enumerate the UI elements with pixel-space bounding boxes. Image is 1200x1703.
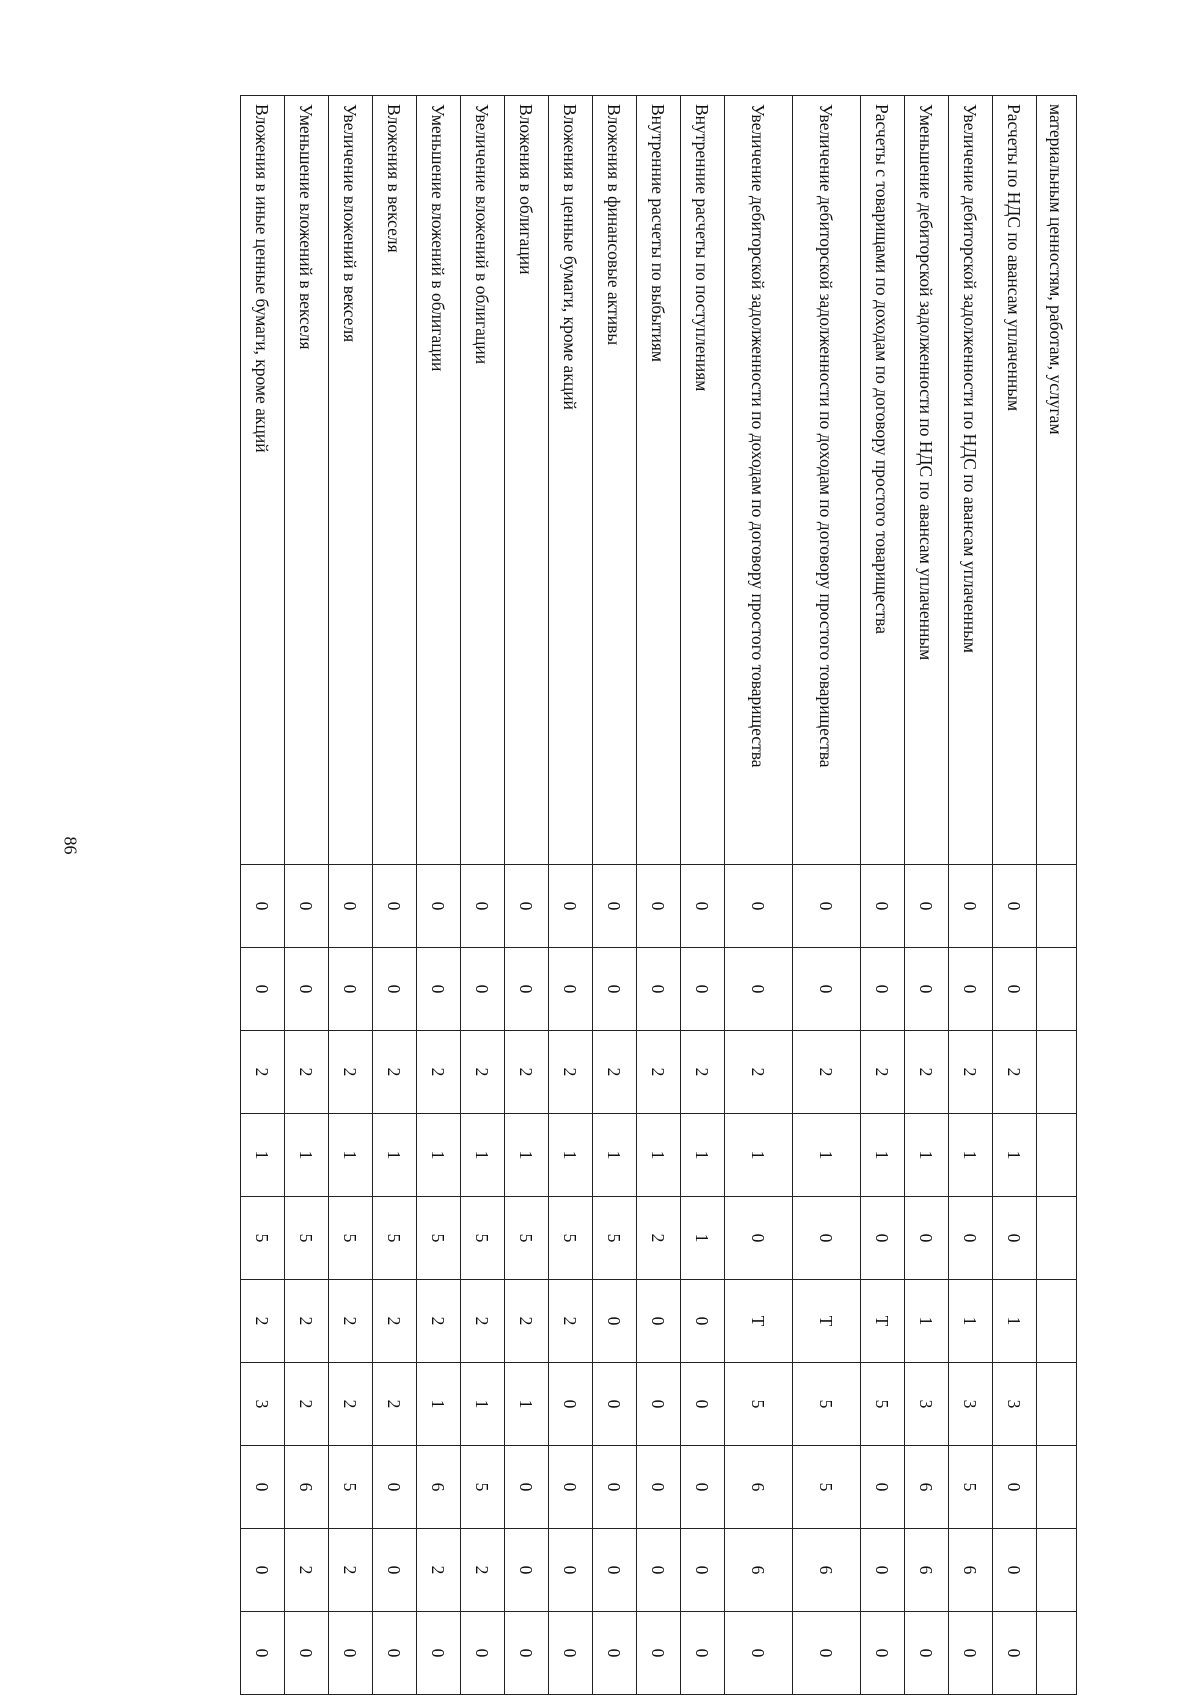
row-name: Внутренние расчеты по поступлениям — [681, 96, 725, 865]
code-cell: 2 — [285, 1280, 329, 1363]
code-cell: 6 — [793, 1529, 861, 1612]
code-cell: 5 — [593, 1197, 637, 1280]
code-cell: 6 — [949, 1529, 993, 1612]
code-cell: 2 — [637, 1031, 681, 1114]
code-cell — [1037, 1363, 1077, 1446]
code-cell: 0 — [993, 948, 1037, 1031]
code-cell: 0 — [793, 1612, 861, 1695]
code-cell — [1037, 1446, 1077, 1529]
code-cell — [1037, 1612, 1077, 1695]
row-name: Увеличение дебиторской задолженности по НДС по авансам уплаченным — [949, 96, 993, 865]
code-cell: 2 — [461, 1031, 505, 1114]
code-cell: 0 — [993, 1529, 1037, 1612]
code-cell: 2 — [993, 1031, 1037, 1114]
code-cell: 1 — [593, 1114, 637, 1197]
code-cell: 1 — [285, 1114, 329, 1197]
code-cell: 0 — [793, 948, 861, 1031]
row-name: Вложения в ценные бумаги, кроме акций — [549, 96, 593, 865]
code-cell: 0 — [681, 1363, 725, 1446]
code-cell: Т — [861, 1280, 905, 1363]
code-cell: 0 — [241, 1446, 285, 1529]
code-cell: 3 — [949, 1363, 993, 1446]
code-cell: 0 — [549, 1446, 593, 1529]
code-cell: 0 — [329, 1612, 373, 1695]
code-cell: 1 — [993, 1280, 1037, 1363]
code-cell: 0 — [725, 1197, 793, 1280]
code-cell — [1037, 1280, 1077, 1363]
code-cell: 0 — [285, 948, 329, 1031]
code-cell: 2 — [241, 1031, 285, 1114]
code-cell: 0 — [505, 1446, 549, 1529]
code-cell: 5 — [549, 1197, 593, 1280]
code-cell: Т — [793, 1280, 861, 1363]
code-cell: 0 — [241, 865, 285, 948]
code-cell: 0 — [681, 1446, 725, 1529]
table-row — [593, 96, 637, 1695]
row-name: Вложения в векселя — [373, 96, 417, 865]
table-row — [461, 96, 505, 1695]
code-cell — [1037, 865, 1077, 948]
code-cell: 0 — [241, 1612, 285, 1695]
code-cell: 0 — [861, 948, 905, 1031]
code-cell: 0 — [681, 1612, 725, 1695]
row-name: Увеличение вложений в облигации — [461, 96, 505, 865]
code-cell: 0 — [725, 1612, 793, 1695]
code-cell: 0 — [549, 865, 593, 948]
code-cell: 1 — [461, 1114, 505, 1197]
code-cell: 3 — [241, 1363, 285, 1446]
code-cell: 6 — [905, 1529, 949, 1612]
row-name: Увеличение дебиторской задолженности по доходам по договору простого товарищества — [793, 96, 861, 865]
code-cell: 0 — [285, 1612, 329, 1695]
code-cell: 0 — [549, 1363, 593, 1446]
code-cell: 5 — [373, 1197, 417, 1280]
code-cell: 1 — [861, 1114, 905, 1197]
code-cell: 0 — [993, 1446, 1037, 1529]
code-cell: 1 — [905, 1280, 949, 1363]
page-number: 86 — [60, 836, 81, 855]
code-cell: 2 — [241, 1280, 285, 1363]
table-row — [1037, 96, 1077, 1695]
code-cell: 0 — [285, 865, 329, 948]
code-cell: 0 — [905, 1197, 949, 1280]
code-cell: 0 — [681, 948, 725, 1031]
code-cell: 0 — [373, 1529, 417, 1612]
code-cell: 0 — [861, 1446, 905, 1529]
code-cell: 3 — [905, 1363, 949, 1446]
code-cell: 0 — [905, 948, 949, 1031]
code-cell: 1 — [373, 1114, 417, 1197]
code-cell: 2 — [373, 1363, 417, 1446]
code-cell: 0 — [793, 865, 861, 948]
table-body — [241, 96, 1077, 1695]
code-cell: 1 — [637, 1114, 681, 1197]
code-cell: 5 — [861, 1363, 905, 1446]
row-name: Уменьшение вложений в облигации — [417, 96, 461, 865]
code-cell: 5 — [949, 1446, 993, 1529]
code-cell: 0 — [505, 1612, 549, 1695]
code-cell: 1 — [505, 1363, 549, 1446]
code-cell: 0 — [593, 1363, 637, 1446]
code-cell: 1 — [329, 1114, 373, 1197]
code-cell — [1037, 1197, 1077, 1280]
row-name: Уменьшение вложений в векселя — [285, 96, 329, 865]
code-cell: 0 — [417, 865, 461, 948]
code-cell: 0 — [241, 1529, 285, 1612]
code-cell: 6 — [725, 1446, 793, 1529]
table-row — [241, 96, 285, 1695]
code-cell — [1037, 948, 1077, 1031]
code-cell: 2 — [285, 1031, 329, 1114]
table-row — [505, 96, 549, 1695]
code-cell: 1 — [549, 1114, 593, 1197]
code-cell: 2 — [417, 1280, 461, 1363]
code-cell: 5 — [329, 1197, 373, 1280]
code-cell: 0 — [681, 865, 725, 948]
code-cell: 2 — [461, 1529, 505, 1612]
row-name: Вложения в облигации — [505, 96, 549, 865]
code-cell: 0 — [593, 1529, 637, 1612]
code-cell: 2 — [285, 1363, 329, 1446]
code-cell: 0 — [861, 1197, 905, 1280]
code-cell: 2 — [505, 1031, 549, 1114]
code-cell: 1 — [725, 1114, 793, 1197]
code-cell: 0 — [593, 1612, 637, 1695]
code-cell: 0 — [861, 1529, 905, 1612]
code-cell: 0 — [461, 948, 505, 1031]
code-cell: 0 — [993, 865, 1037, 948]
code-cell: 2 — [461, 1280, 505, 1363]
code-cell: 0 — [637, 948, 681, 1031]
code-cell: 5 — [417, 1197, 461, 1280]
code-cell: 6 — [725, 1529, 793, 1612]
table-row — [329, 96, 373, 1695]
code-cell: 0 — [905, 865, 949, 948]
table-row — [993, 96, 1037, 1695]
code-cell: 2 — [329, 1529, 373, 1612]
row-name: Увеличение вложений в векселя — [329, 96, 373, 865]
code-cell: 0 — [593, 1280, 637, 1363]
code-cell: 6 — [285, 1446, 329, 1529]
code-cell: 1 — [905, 1114, 949, 1197]
code-cell: 0 — [681, 1529, 725, 1612]
row-name: Уменьшение дебиторской задолженности по НДС по авансам уплаченным — [905, 96, 949, 865]
code-cell: Т — [725, 1280, 793, 1363]
code-cell: 5 — [285, 1197, 329, 1280]
code-cell: 0 — [417, 1612, 461, 1695]
code-cell: 0 — [949, 1197, 993, 1280]
code-cell: 6 — [905, 1446, 949, 1529]
code-cell: 0 — [505, 865, 549, 948]
code-cell: 0 — [637, 1529, 681, 1612]
code-cell: 0 — [549, 1612, 593, 1695]
row-name: Вложения в финансовые активы — [593, 96, 637, 865]
code-cell: 5 — [725, 1363, 793, 1446]
code-cell: 0 — [593, 948, 637, 1031]
code-cell: 0 — [549, 1529, 593, 1612]
code-cell: 0 — [329, 948, 373, 1031]
table-row — [861, 96, 905, 1695]
code-cell: 0 — [637, 1446, 681, 1529]
code-cell: 2 — [905, 1031, 949, 1114]
table-row — [417, 96, 461, 1695]
code-cell: 5 — [505, 1197, 549, 1280]
code-cell: 0 — [725, 948, 793, 1031]
code-cell: 5 — [793, 1446, 861, 1529]
code-cell: 0 — [461, 1612, 505, 1695]
code-cell: 1 — [241, 1114, 285, 1197]
row-name: Вложения в иные ценные бумаги, кроме акций — [241, 96, 285, 865]
code-cell: 2 — [549, 1031, 593, 1114]
code-cell: 1 — [793, 1114, 861, 1197]
code-cell: 0 — [725, 865, 793, 948]
table-row — [681, 96, 725, 1695]
code-cell: 5 — [329, 1446, 373, 1529]
code-cell: 6 — [417, 1446, 461, 1529]
code-cell: 0 — [993, 1612, 1037, 1695]
code-cell: 5 — [461, 1197, 505, 1280]
row-name: Расчеты по НДС по авансам уплаченным — [993, 96, 1037, 865]
code-cell: 3 — [993, 1363, 1037, 1446]
code-cell: 0 — [241, 948, 285, 1031]
code-cell: 2 — [373, 1031, 417, 1114]
table-row — [637, 96, 681, 1695]
code-cell: 5 — [793, 1363, 861, 1446]
code-cell: 1 — [949, 1280, 993, 1363]
code-cell: 2 — [549, 1280, 593, 1363]
code-cell: 0 — [461, 865, 505, 948]
code-cell: 1 — [417, 1114, 461, 1197]
code-cell: 2 — [505, 1280, 549, 1363]
code-cell: 0 — [949, 948, 993, 1031]
code-cell: 5 — [241, 1197, 285, 1280]
table-row — [725, 96, 793, 1695]
code-cell: 2 — [417, 1529, 461, 1612]
code-cell: 0 — [505, 1529, 549, 1612]
code-cell: 1 — [461, 1363, 505, 1446]
code-cell: 0 — [949, 1612, 993, 1695]
rotated-table-container — [240, 95, 1077, 1665]
code-cell: 2 — [637, 1197, 681, 1280]
code-cell: 2 — [949, 1031, 993, 1114]
code-cell: 0 — [637, 1363, 681, 1446]
code-cell: 2 — [593, 1031, 637, 1114]
code-cell: 0 — [505, 948, 549, 1031]
code-cell: 0 — [593, 1446, 637, 1529]
code-cell: 0 — [993, 1197, 1037, 1280]
code-cell — [1037, 1031, 1077, 1114]
code-cell: 0 — [681, 1280, 725, 1363]
code-cell: 2 — [285, 1529, 329, 1612]
code-cell: 5 — [461, 1446, 505, 1529]
code-cell: 0 — [373, 1612, 417, 1695]
code-cell: 2 — [373, 1280, 417, 1363]
code-cell: 2 — [329, 1280, 373, 1363]
code-cell: 0 — [373, 865, 417, 948]
table-row — [285, 96, 329, 1695]
code-cell: 1 — [681, 1114, 725, 1197]
code-cell: 1 — [993, 1114, 1037, 1197]
code-cell: 0 — [373, 948, 417, 1031]
code-cell: 0 — [793, 1197, 861, 1280]
row-name: материальным ценностям, работам, услугам — [1037, 96, 1077, 865]
code-cell: 2 — [329, 1363, 373, 1446]
code-cell: 0 — [949, 865, 993, 948]
code-cell: 1 — [949, 1114, 993, 1197]
code-cell: 2 — [329, 1031, 373, 1114]
code-cell — [1037, 1529, 1077, 1612]
code-cell: 0 — [593, 865, 637, 948]
code-cell: 2 — [725, 1031, 793, 1114]
table-row — [373, 96, 417, 1695]
code-cell: 2 — [861, 1031, 905, 1114]
code-cell: 2 — [793, 1031, 861, 1114]
account-codes-table — [240, 95, 1077, 1695]
code-cell: 0 — [861, 865, 905, 948]
code-cell: 2 — [681, 1031, 725, 1114]
table-row — [949, 96, 993, 1695]
code-cell: 0 — [637, 1612, 681, 1695]
code-cell: 1 — [681, 1197, 725, 1280]
code-cell: 0 — [549, 948, 593, 1031]
code-cell: 0 — [861, 1612, 905, 1695]
code-cell: 0 — [373, 1446, 417, 1529]
row-name: Увеличение дебиторской задолженности по доходам по договору простого товарищества — [725, 96, 793, 865]
code-cell: 0 — [329, 865, 373, 948]
code-cell: 1 — [505, 1114, 549, 1197]
code-cell: 2 — [417, 1031, 461, 1114]
code-cell: 0 — [637, 1280, 681, 1363]
code-cell: 0 — [637, 865, 681, 948]
row-name: Внутренние расчеты по выбытиям — [637, 96, 681, 865]
code-cell: 0 — [905, 1612, 949, 1695]
table-row — [549, 96, 593, 1695]
code-cell: 1 — [417, 1363, 461, 1446]
table-row — [793, 96, 861, 1695]
row-name: Расчеты с товарищами по доходам по договору простого товарищества — [861, 96, 905, 865]
code-cell: 0 — [417, 948, 461, 1031]
table-row — [905, 96, 949, 1695]
code-cell — [1037, 1114, 1077, 1197]
